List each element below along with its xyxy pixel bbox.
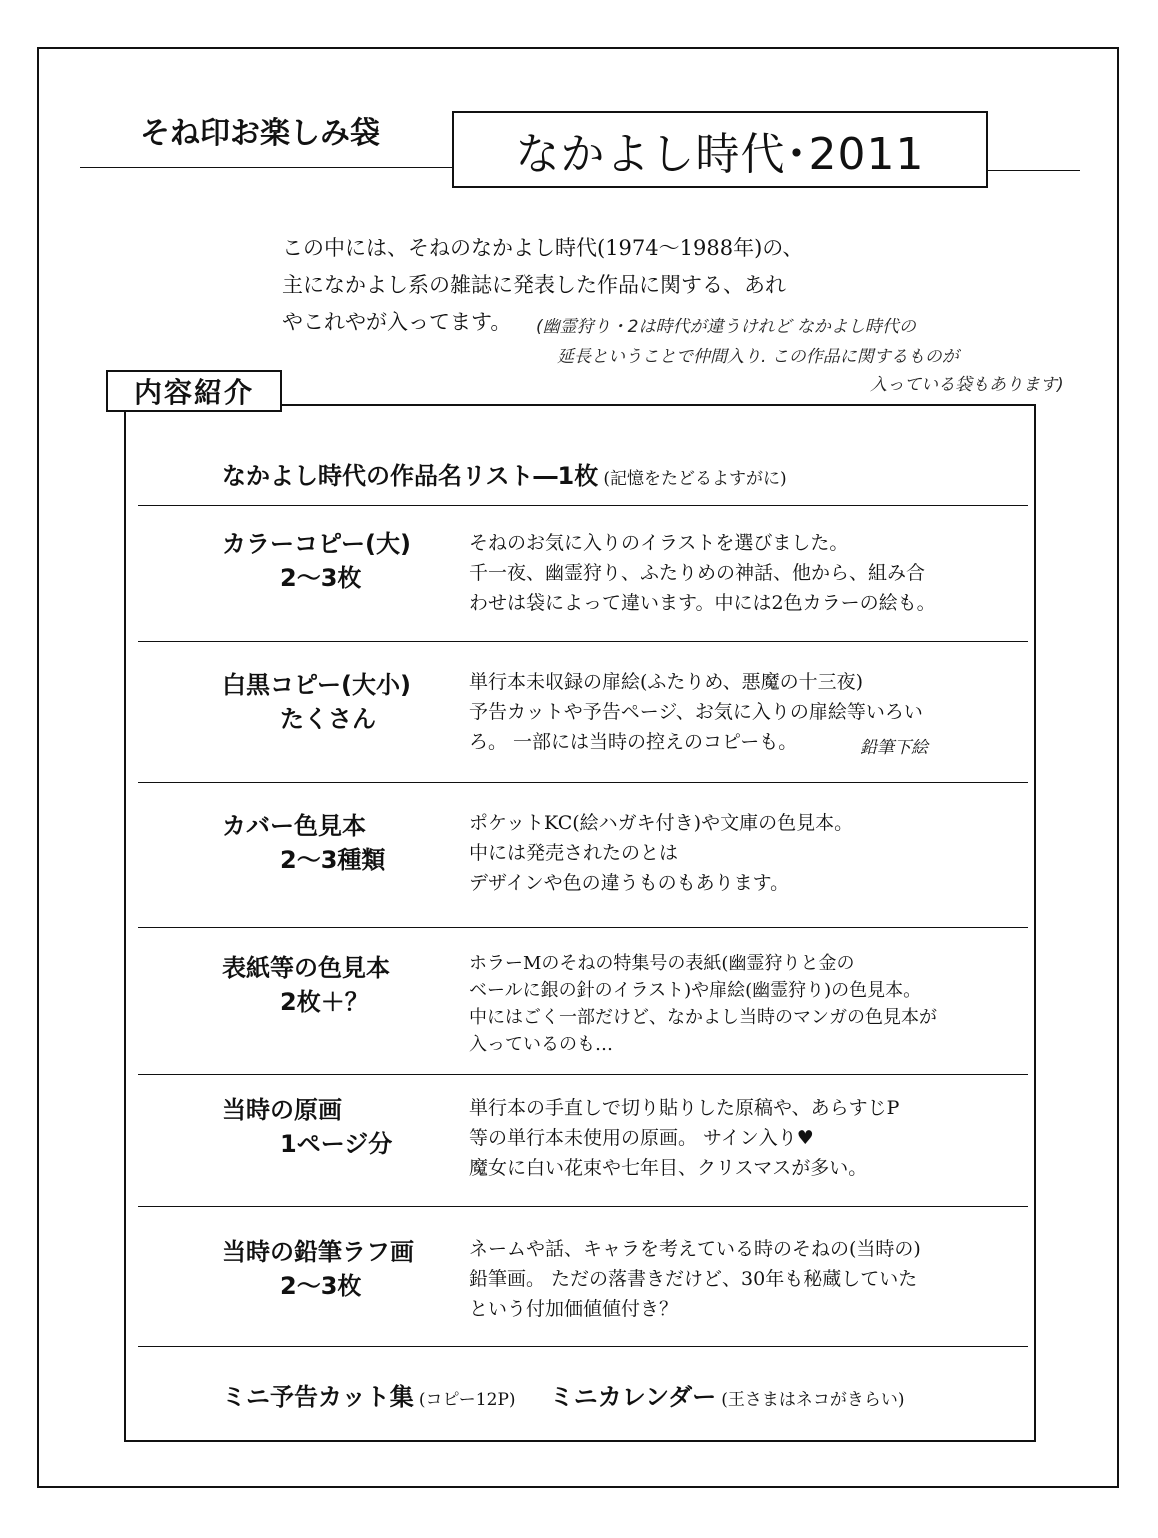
intro-line: 主になかよし系の雑誌に発表した作品に関する、あれ: [282, 273, 786, 297]
divider: [138, 641, 1028, 642]
item-name: 当時の原画: [222, 1096, 342, 1124]
item-qty: 2〜3種類: [280, 846, 386, 874]
description-line: 千一夜、幽霊狩り、ふたりめの神話、他から、組み合: [469, 562, 926, 584]
description-line: わせは袋によって違います。中には2色カラーの絵も。: [469, 592, 936, 614]
item-name: カバー色見本: [222, 812, 366, 840]
page-title: なかよし時代･2011: [515, 128, 925, 180]
description-line: 鉛筆画。 ただの落書きだけど、30年も秘蔵していた: [469, 1268, 918, 1290]
bottom-item-name: ミニカレンダー: [549, 1383, 717, 1411]
description-line: そねのお気に入りのイラストを選びました。: [469, 532, 849, 554]
bottom-item-note: (王さまはネコがきらい): [721, 1390, 905, 1410]
bottom-items: [222, 1377, 905, 1412]
bottom-item-note: (コピー12P): [418, 1390, 516, 1410]
item-description: [469, 528, 936, 618]
description-line: 魔女に白い花束や七年目、クリスマスが多い。: [469, 1157, 868, 1179]
description-line: ネームや話、キャラを考えている時のそねの(当時の): [469, 1238, 921, 1260]
handwritten-note-line: (幽霊狩り・2は時代が違うけれど なかよし時代の: [536, 317, 916, 337]
description-line: 等の単行本未使用の原画。 サイン入り♥: [469, 1127, 814, 1149]
item-description: [469, 950, 937, 1058]
description-line: ポケットKC(絵ハガキ付き)や文庫の色見本。: [469, 812, 854, 834]
item-name: 表紙等の色見本: [222, 954, 390, 982]
divider: [138, 1206, 1028, 1207]
section-heading: 内容紹介: [106, 370, 282, 412]
intro-line: この中には、そねのなかよし時代(1974〜1988年)の、: [282, 236, 804, 260]
list-item-title: [222, 1093, 392, 1161]
title-box: [452, 111, 988, 188]
title-rule-right: [988, 170, 1080, 171]
item-name: 当時の鉛筆ラフ画: [222, 1238, 414, 1266]
brand-label: そね印お楽しみ袋: [140, 116, 380, 151]
top-item: [222, 456, 787, 491]
handwritten-note: 鉛筆下絵: [860, 738, 928, 758]
list-item-title: [222, 1235, 414, 1303]
item-qty: 2〜3枚: [280, 564, 362, 592]
handwritten-note-line: 入っている袋もあります): [870, 375, 1064, 395]
handwritten-note-line: 延長ということで仲間入り. この作品に関するものが: [557, 347, 959, 367]
top-item-name: なかよし時代の作品名リスト―1枚: [222, 462, 599, 490]
item-name: カラーコピー(大): [222, 530, 411, 558]
item-qty: 2〜3枚: [280, 1272, 362, 1300]
description-line: ベールに銀の針のイラスト)や扉絵(幽霊狩り)の色見本。: [469, 980, 922, 1001]
description-line: 単行本の手直しで切り貼りした原稿や、あらすじP: [469, 1097, 900, 1119]
list-item-title: [222, 809, 385, 877]
title-rule-left: [80, 167, 452, 168]
list-item-title: [222, 527, 411, 595]
divider: [138, 1074, 1028, 1075]
item-qty: 1ページ分: [280, 1130, 393, 1158]
description-line: 中には発売されたのとは: [469, 842, 679, 864]
divider: [138, 505, 1028, 506]
item-description: [469, 1234, 921, 1324]
description-line: ホラーMのそねの特集号の表紙(幽霊狩りと金の: [469, 953, 855, 974]
description-line: という付加価値値付き？: [469, 1298, 679, 1320]
description-line: 入っているのも…: [469, 1034, 613, 1055]
list-item-title: [222, 668, 411, 736]
item-qty: たくさん: [280, 705, 376, 733]
item-qty: 2枚＋？: [280, 988, 369, 1016]
bottom-item-name: ミニ予告カット集: [222, 1383, 414, 1411]
divider: [138, 1346, 1028, 1347]
divider: [138, 782, 1028, 783]
intro-line: やこれやが入ってます。: [282, 310, 512, 334]
description-line: ろ。 一部には当時の控えのコピーも。: [469, 731, 798, 753]
description-line: 単行本未収録の扉絵(ふたりめ、悪魔の十三夜): [469, 671, 864, 693]
divider: [138, 927, 1028, 928]
item-name: 白黒コピー(大小): [222, 671, 411, 699]
description-line: 予告カットや予告ページ、お気に入りの扉絵等いろい: [469, 701, 923, 723]
description-line: 中にはごく一部だけど、なかよし当時のマンガの色見本が: [469, 1007, 937, 1028]
top-item-note: (記憶をたどるよすがに): [603, 469, 787, 489]
list-item-title: [222, 951, 390, 1019]
description-line: デザインや色の違うものもあります。: [469, 872, 790, 894]
item-description: [469, 667, 923, 757]
item-description: [469, 808, 853, 898]
item-description: [469, 1093, 899, 1183]
